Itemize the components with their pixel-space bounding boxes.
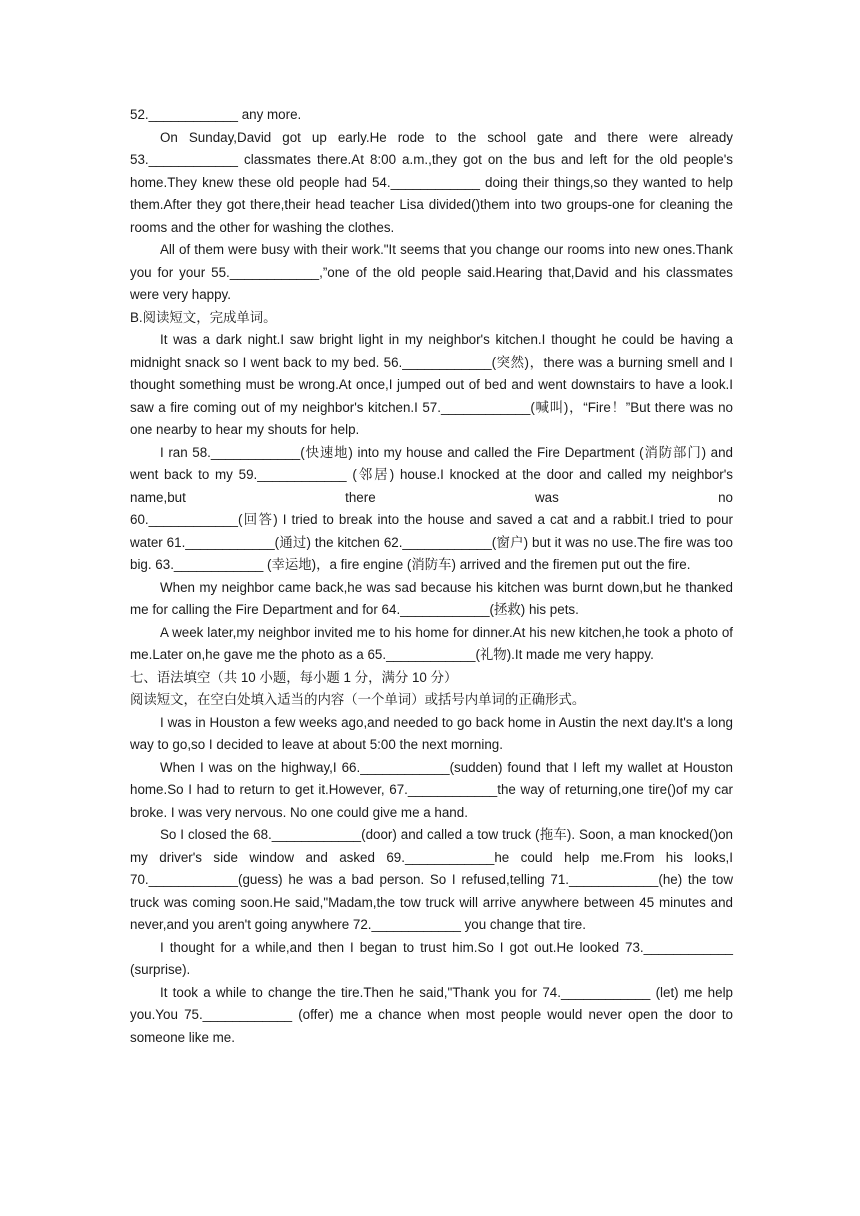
paragraph-closed-door: So I closed the 68.____________(door) and called a tow truck (拖车). Soon, a man knocked()on my driver's side window and asked 69.____________he could help me.From his looks,I 70.____________(guess) he was a bad person. So I refused,telling 71.____________(he) the tow truck was coming soon.He said,"Madam,the tow truck will arrive anywhere between 45 minutes and never,and you aren't going anywhere 72.____________ you change that tire. [130, 827, 733, 932]
paragraph-neighbor-back: When my neighbor came back,he was sad because his kitchen was burnt down,but he thanked me for calling the Fire Department and for 64.____________(拯救) his pets. [130, 579, 733, 617]
paragraph-52: 52.____________ any more. [130, 107, 302, 122]
section-b-heading: B.阅读短文，完成单词。 [130, 309, 277, 325]
paragraph-highway: When I was on the highway,I 66.____________(sudden) found that I left my wallet at Houston home.So I had to return to get it.However, 67.____________the way of returning,one tire()of my car broke. I was very nervous. No one could give me a hand. [130, 759, 733, 820]
paragraph-tire-change: It took a while to change the tire.Then he said,"Thank you for 74.____________ (let) me help you.You 75.____________ (offer) me a chance when most people would never open the door to someone like me. [130, 984, 733, 1045]
document-page [130, 104, 733, 1049]
paragraph-trust: I thought for a while,and then I began to trust him.So I got out.He looked 73.____________ (surprise). [130, 939, 733, 977]
paragraph-60: 60.____________(回答) I tried to break into the house and saved a cat and a rabbit.I tried to pour water 61.____________(通过) the kitchen 62.____________(窗户) but it was no use.The fire was too big. 63.____________ (幸运地)，a fire engine (消防车) arrived and the firemen put out the fire. [130, 512, 733, 572]
section-7-instructions: 阅读短文，在空白处填入适当的内容（一个单词）或括号内单词的正确形式。 [130, 692, 586, 707]
paragraph-ran: I ran 58.____________(快速地) into my house and called the Fire Department (消防部门) and went back to my 59.____________ (邻居) house.I knocked at the door and called my neighbor's name,but there was no [130, 444, 733, 505]
paragraph-dark-night: It was a dark night.I saw bright light in my neighbor's kitchen.I thought he could be having a midnight snack so I went back to my bed. 56.____________(突然)，there was a burning smell and I thought something must be wrong.At once,I jumped out of bed and went downstairs to have a look.I saw a fire coming out of my neighbor's kitchen.I 57.____________(喊叫)，“Fire！”But there was no one nearby to hear my shouts for help. [130, 332, 733, 437]
paragraph-houston: I was in Houston a few weeks ago,and needed to go back home in Austin the next day.It's a long way to go,so I decided to leave at about 5:00 the next morning. [130, 714, 733, 752]
paragraph-week-later: A week later,my neighbor invited me to his home for dinner.At his new kitchen,he took a photo of me.Later on,he gave me the photo as a 65.____________(礼物).It made me very happy. [130, 624, 733, 662]
paragraph-sunday: On Sunday,David got up early.He rode to the school gate and there were already 53.____________ classmates there.At 8:00 a.m.,they got on the bus and left for the old people's home.They knew these old people had 54.____________ doing their things,so they wanted to help them.After they got there,their head teacher Lisa divided()them into two groups-one for cleaning the rooms and the other for washing the clothes. [130, 129, 733, 235]
paragraph-busy: All of them were busy with their work."It seems that you change our rooms into new ones.Thank you for your 55.____________,”one of the old people said.Hearing that,David and his classmates were very happy. [130, 242, 733, 302]
section-7-heading: 七、语法填空（共 10 小题，每小题 1 分，满分 10 分） [130, 669, 458, 685]
